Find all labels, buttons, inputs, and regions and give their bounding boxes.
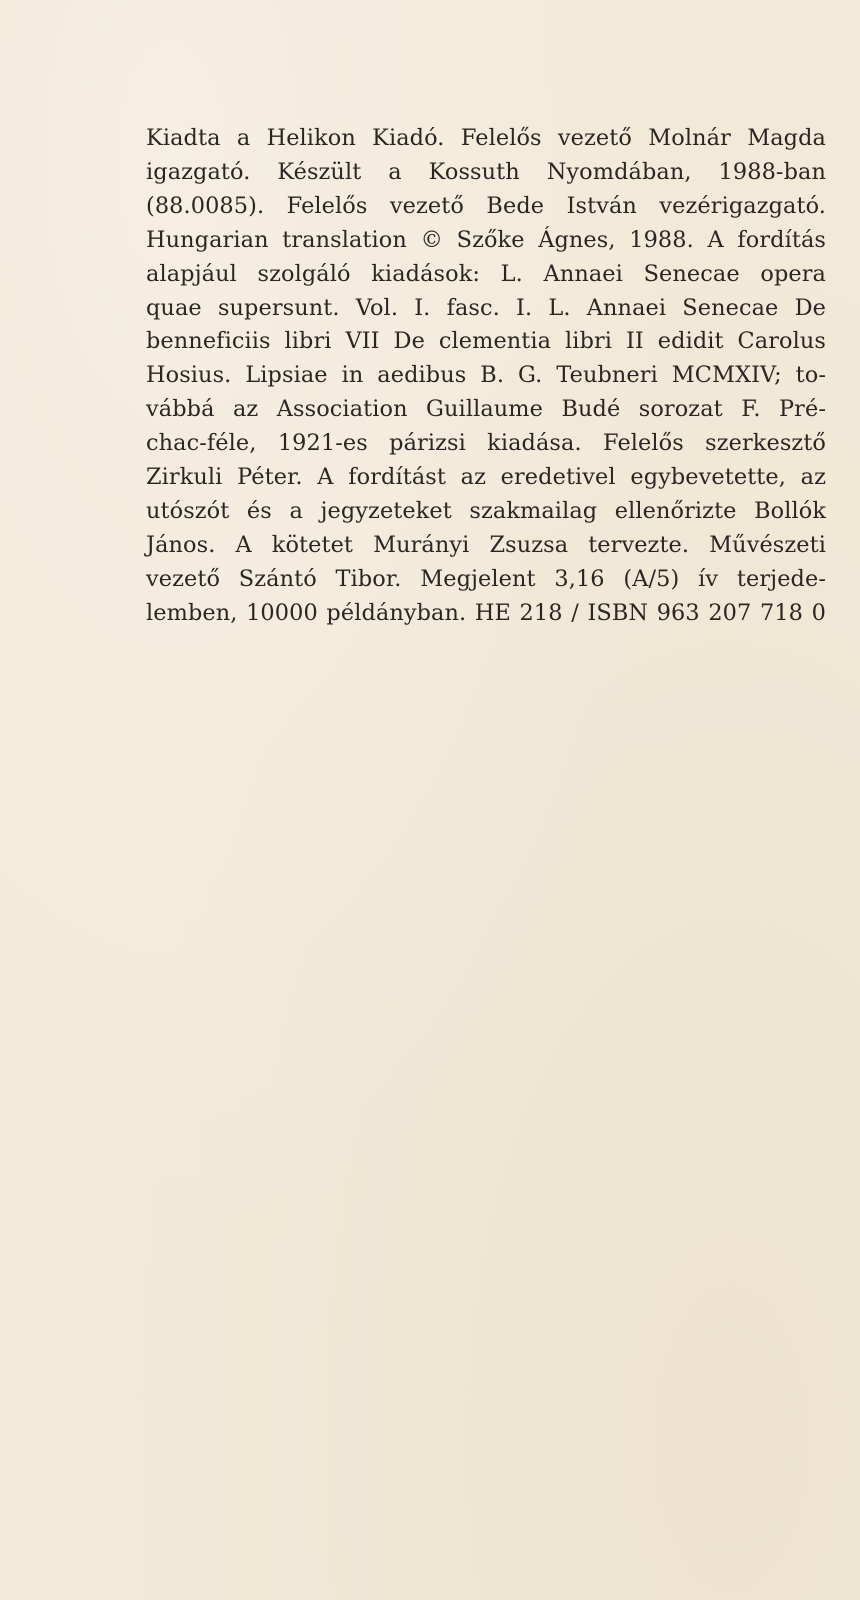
colophon-line-3: (88.0085). Felelős vezető Bede István vezérigazgató. — [146, 192, 826, 219]
colophon-line-8: Hosius. Lipsiae in aedibus B. G. Teubneri MCMXIV; to- — [146, 362, 826, 389]
colophon-line-9: vábbá az Association Guillaume Budé sorozat F. Pré- — [146, 396, 826, 423]
colophon-line-4: Hungarian translation © Szőke Ágnes, 1988. A fordítás — [146, 226, 826, 253]
colophon-line-6: quae supersunt. Vol. I. fasc. I. L. Annaei Senecae De — [146, 294, 826, 321]
colophon-line-2: igazgató. Készült a Kossuth Nyomdában, 1988-ban — [146, 158, 826, 185]
colophon-line-15: lemben, 10000 példányban. HE 218 / ISBN 963 207 718 0 — [146, 599, 826, 626]
colophon-line-14: vezető Szántó Tibor. Megjelent 3,16 (A/5) ív terjede- — [146, 565, 826, 592]
colophon-line-10: chac-féle, 1921-es párizsi kiadása. Felelős szerkesztő — [146, 430, 826, 457]
colophon-line-1: Kiadta a Helikon Kiadó. Felelős vezető Molnár Magda — [146, 125, 826, 151]
colophon-line-11: Zirkuli Péter. A fordítást az eredetivel egybevetette, az — [146, 464, 826, 491]
colophon-line-13: János. A kötetet Murányi Zsuzsa tervezte. Művészeti — [146, 531, 826, 558]
colophon-line-5: alapjául szolgáló kiadások: L. Annaei Senecae opera — [146, 260, 826, 287]
colophon-line-12: utószót és a jegyzeteket szakmailag ellenőrizte Bollók — [146, 497, 826, 524]
colophon-text-block — [146, 122, 826, 631]
colophon-line-7: benneficiis libri VII De clementia libri II edidit Carolus — [146, 328, 826, 355]
